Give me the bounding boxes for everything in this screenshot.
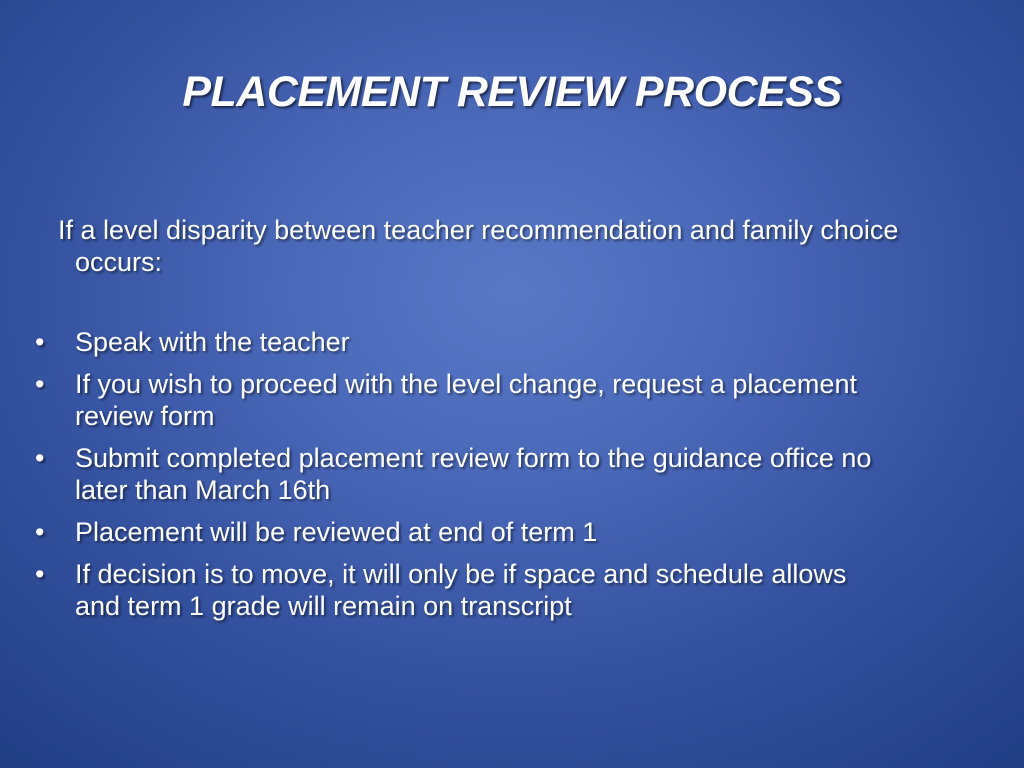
intro-text: If a level disparity between teacher recommendation and family choice occurs: [58, 215, 899, 277]
bullet-text: If you wish to proceed with the level change, request a placement review form [75, 369, 857, 431]
slide-body [0, 214, 1024, 632]
bullet-item [0, 326, 895, 358]
bullet-text: Submit completed placement review form to the guidance office no later than March 16th [75, 443, 872, 505]
bullet-text: Placement will be reviewed at end of term 1 [75, 517, 598, 547]
bullet-dot-icon: • [35, 327, 45, 357]
bullet-dot-icon: • [35, 443, 45, 473]
slide-title: PLACEMENT REVIEW PROCESS [182, 68, 842, 116]
bullet-item [0, 368, 895, 432]
bullet-item [0, 558, 895, 622]
bullet-text: If decision is to move, it will only be if space and schedule allows and term 1 grade will remain on transcript [75, 559, 847, 621]
bullet-item [0, 442, 895, 506]
bullet-item [0, 516, 895, 548]
bullet-dot-icon: • [35, 369, 45, 399]
bullet-dot-icon: • [35, 559, 45, 589]
bullet-dot-icon: • [35, 517, 45, 547]
bullet-text: Speak with the teacher [75, 327, 350, 357]
bullet-list [0, 326, 1024, 622]
